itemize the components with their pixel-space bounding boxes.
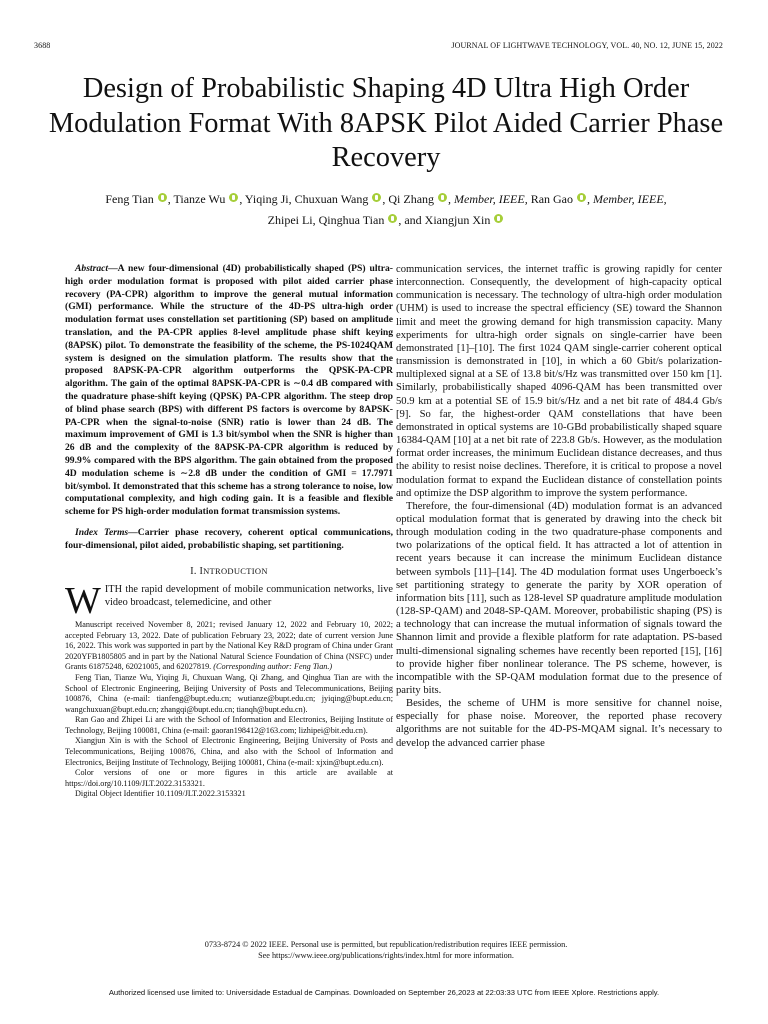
body-paragraph: Besides, the scheme of UHM is more sensitive for channel noise, especially for phase noise. Moreover, the reported phase recovery algorithms are not suitable for the 4D-PS-MQAM signal. It’s necessary to develop the advanced carrier phase	[396, 698, 722, 749]
author-membership: , Member, IEEE,	[587, 192, 667, 206]
footnote-manuscript	[65, 620, 393, 673]
footnote-affiliation: Ran Gao and Zhipei Li are with the School of Information and Electronics, Beijing Institute of Technology, Beijing 100081, China (e-mail: gaoran198412@163.com; lizhipei@bit.edu.cn).	[65, 715, 393, 735]
right-column	[396, 263, 722, 750]
body-paragraph: communication services, the internet traffic is growing rapidly for center interconnection. Consequently, the development of high-capacity optical communication is necessary. The technology of ultra-high order modulation (UHM) is used to increase the spectral efficiency (SE) toward the Shannon limit and meet the growing demand for high transmission capacity. Many experiments for ultra-high order signals on single-carrier have been demonstrated [1]–[10]. The first 1024 QAM single-carrier coherent optical transmission is demonstrated in [10], in which a 60 Gbit/s polarization-multiplexed signal at a SE of 13.8 bit/s/Hz was transmitted over 150 km [1]. Similarly, probabilistically shaped 4096-QAM has been transmitted over 50.9 km at a potential SE of 15.9 bit/s/Hz and a net bit rate of 484.4 Gb/s [9]. So far, the highest-order QAM constellations that have been demonstrated in optical systems are 10-GBd probabilistically shaped square 16384-QAM [10] at a net bit rate of 223.8 Gb/s. However, as the modulation format order increases, the minimum Euclidean distance decreases, and thus the ability to resist noise declines. Therefore, it is critical to propose a novel modulation format to expand the Euclidean distance of constellation points and optimize the DSP algorithm to improve the system performance.	[396, 264, 722, 499]
paper-title: Design of Probabilistic Shaping 4D Ultra High Order Modulation Format With 8APSK Pilot Aided Carrier Phase Recovery	[48, 73, 724, 173]
orcid-icon[interactable]	[372, 193, 381, 202]
rights-link-line: See https://www.ieee.org/publications/rights/index.html for more information.	[258, 950, 514, 960]
license-footer: Authorized licensed use limited to: Universidade Estadual de Campinas. Downloaded on September 26,2023 at 22:03:33 UTC from IEEE Xplore. Restrictions apply.	[108, 988, 660, 997]
copyright-notice	[40, 940, 732, 961]
abstract-label: Abstract	[75, 263, 109, 274]
section-title-initial: I	[199, 565, 204, 577]
footnote-doi: Digital Object Identifier 10.1109/JLT.2022.3153321	[75, 789, 246, 799]
section-title-rest: NTRODUCTION	[203, 565, 268, 576]
abstract-text: —A new four-dimensional (4D) probabilistically shaped (PS) ultra-high order modulation format is proposed with pilot aided carrier phase recovery (PA-CPR) algorithm to improve the general mutual information (GMI) performance. While the structure of the 4D-PS ultra-high order modulation format uses constellation set partitioning (SP) based on amplitude translation, and the PA-CPR applies 8-level amplitude phase shift keying (8APSK) pilot. To demonstrate the feasibility of the scheme, the PS-1024QAM system is designed on the simulation platform. The results show that the proposed 8APSK-PA-CPR algorithm outperforms the QPSK-PA-CPR algorithm. The gain of the optimal 8APSK-PA-CPR is ∼0.4 dB compared with the quadrature phase-shift keying (QPSK) PA-CPR algorithm. The steep drop of blind phase search (BPS) with different PS factors is overcome by 8APSK-PA-CPR when the signal-to-noise (SNR) ratio is lower than 24 dB. The maximum improvement of GMI is 1.3 bit/symbol when the SNR is higher than 26 dB and the complexity of the 8APSK-PA-CPR algorithm is reduced by 99.9% compared with the BPS algorithm. The gain obtained from the proposed 4D modulation scheme is ∼2.8 dB under the condition of GMI = 17.7971 bit/symbol. It demonstrated that this scheme has a strong tolerance to noise, low computational complexity, and high coding gain. It is a feasible and flexible scheme for PS high-order modulation format transmission systems.	[65, 263, 393, 518]
section-number: I.	[190, 565, 197, 577]
author-list	[40, 189, 732, 231]
orcid-icon[interactable]	[158, 193, 167, 202]
author-name: Zhipei Li, Qinghua Tian	[267, 213, 385, 227]
index-terms-text: —Carrier phase recovery, coherent optical communications, four-dimensional, pilot aided, probabilistic shaping, set partitioning.	[65, 526, 393, 551]
section-heading	[65, 566, 393, 577]
footnote-corresponding: (Corresponding author: Feng Tian.)	[213, 662, 333, 672]
drop-cap: W	[65, 579, 101, 622]
index-terms-label: Index Terms	[75, 526, 129, 538]
author-membership: , Member, IEEE,	[448, 192, 528, 206]
orcid-icon[interactable]	[577, 193, 586, 202]
footnote-color: Color versions of one or more figures in this article are available at https://doi.org/10.1109/JLT.2022.3153321.	[65, 768, 393, 788]
author-name: , Yiqing Ji, Chuxuan Wang	[239, 192, 369, 206]
intro-text: ITH the rapid development of mobile communication networks, live video broadcast, telemedicine, and other	[104, 583, 393, 608]
body-paragraph: Therefore, the four-dimensional (4D) modulation format is an advanced optical modulation format that is generated by drawing into the check bit through modulation coding in the two quadrature-phase components and two polarizations of the optical field. It has attracted a lot of attention in recent years because it can increase the minimum Euclidean distance between symbols [11]–[14]. The 4D modulation format uses Ungerboeck’s set partitioning strategy to generate the parity by XOR operation of information bits [11], such as 128-level SP quadrature amplitude modulation (128-SP-QAM) and 2048-SP-QAM. Moreover, probabilistic shaping (PS) is a technology that can increase the mutual information of signals toward the Shannon limit and provide a flexible platform for rate adaptation. PS-based multi-dimensional signaling schemes have recently been reported [15], [16] to provide higher fiber nonlinear tolerance. The PS scheme, however, is incompatible with the SP-QAM modulation format due to the presence of parity bits.	[396, 500, 722, 696]
orcid-icon[interactable]	[494, 214, 503, 223]
left-column	[65, 263, 393, 800]
footnote-affiliation: Feng Tian, Tianze Wu, Yiqing Ji, Chuxuan Wang, Qi Zhang, and Qinghua Tian are with the School of Electronic Engineering, Beijing University of Posts and Telecommunications, Beijing 100876, China (e-mail: tianfeng@bupt.edu.cn; wutianze@bupt.edu.cn; jyiqing@bupt.edu.cn; wangchuxuan@bupt.edu.cn; zhangqi@bupt.edu.cn; tianqh@bupt.edu.cn).	[65, 672, 393, 714]
intro-paragraph	[65, 579, 393, 622]
author-name: Ran Gao	[527, 192, 574, 206]
page-number: 3688	[34, 41, 51, 50]
copyright-line: 0733-8724 © 2022 IEEE. Personal use is permitted, but republication/redistribution requires IEEE permission.	[204, 940, 568, 949]
journal-header: JOURNAL OF LIGHTWAVE TECHNOLOGY, VOL. 40, NO. 12, JUNE 15, 2022	[451, 41, 723, 50]
orcid-icon[interactable]	[438, 193, 447, 202]
author-name: , Tianze Wu	[167, 192, 226, 206]
orcid-icon[interactable]	[229, 193, 238, 202]
footnotes	[65, 620, 393, 800]
orcid-icon[interactable]	[388, 214, 397, 223]
footnote-text: Manuscript received November 8, 2021; revised January 12, 2022 and February 10, 2022; accepted February 13, 2022. Date of publication February 23, 2022; date of current version June 16, 2022. This work was supported in part by the National Key R&D program of China under Grant 2020YFB1805805 and in part by the National Natural Science Foundation of China (NSFC) under Grants 61875248, 62021005, and 62027819.	[65, 619, 393, 672]
footnote-affiliation: Xiangjun Xin is with the School of Electronic Engineering, Beijing University of Posts and Telecommunications, Beijing 100876, China, and also with the School of Information and Electronics, Beijing Institute of Technology, Beijing 100081, China (e-mail: xjxin@bupt.edu.cn).	[65, 736, 393, 767]
author-name: , and Xiangjun Xin	[398, 213, 491, 227]
author-name: , Qi Zhang	[382, 192, 435, 206]
abstract	[65, 263, 393, 519]
index-terms	[65, 527, 393, 553]
author-name: Feng Tian	[105, 192, 154, 206]
